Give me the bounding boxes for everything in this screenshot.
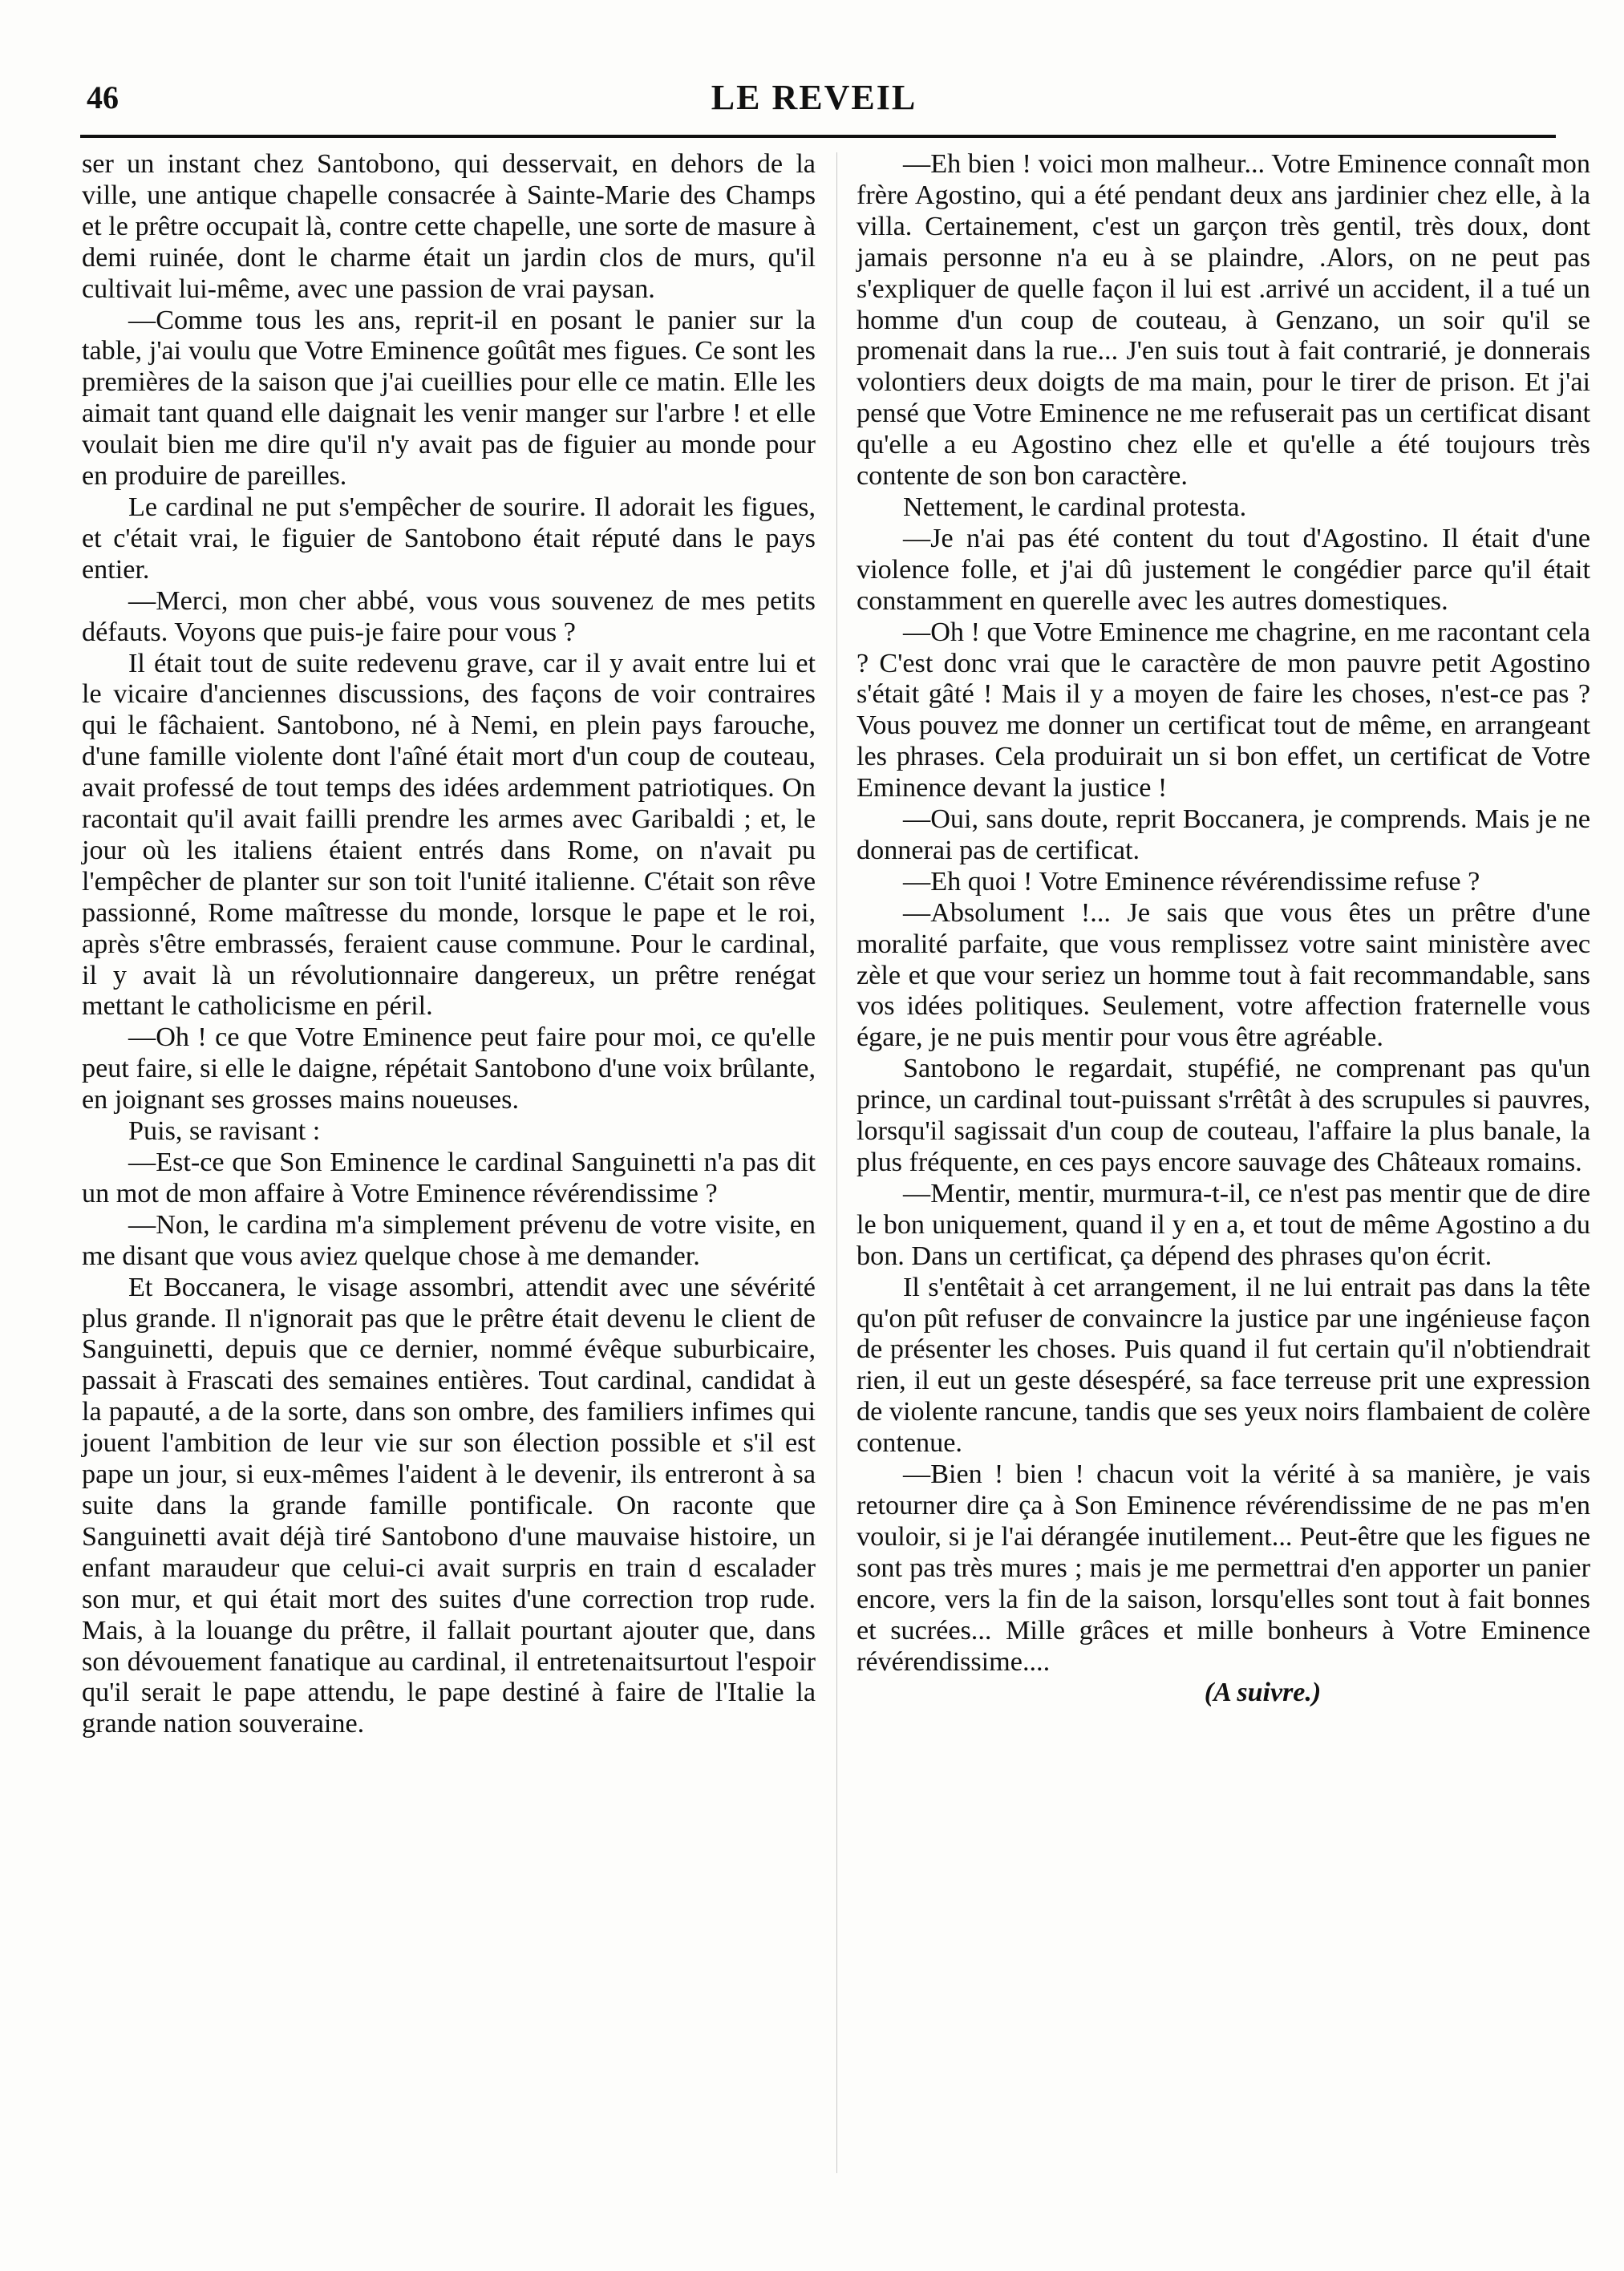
paragraph: —Merci, mon cher abbé, vous vous souvenez de mes petits défauts. Voyons que puis-je faire pour vous ? <box>82 585 816 647</box>
left-column <box>82 149 816 1740</box>
paragraph: —Mentir, mentir, murmura-t-il, ce n'est pas mentir que de dire le bon uniquement, quand il y en a, et tout de même Agostino a du bon. Dans un certificat, ça dépend des phrases qu'on écrit. <box>857 1178 1590 1271</box>
paragraph: —Je n'ai pas été content du tout d'Agostino. Il était d'une violence folle, et j'ai dû justement le congédier parce qu'il était constamment en querelle avec les autres domestiques. <box>857 523 1590 616</box>
journal-title: LE REVEIL <box>711 78 917 117</box>
right-column <box>857 149 1590 1709</box>
paragraph: —Eh bien ! voici mon malheur... Votre Eminence connaît mon frère Agostino, qui a été pendant deux ans jardinier chez elle, à la villa. Certainement, c'est un garçon très gentil, très doux, dont jamais personne n'a eu à se plaindre, .Alors, on ne peut pas s'expliquer de quelle façon il lui est .arrivé un accident, il a tué un homme d'un coup de couteau, à Genzano, un soir qu'il se promenait dans la rue... J'en suis tout à fait contrarié, je donnerais volontiers deux doigts de ma main, pour le tirer de prison. Et j'ai pensé que Votre Eminence ne me refuserait pas un certificat disant qu'elle a eu Agostino chez elle et qu'elle a été toujours très contente de son bon caractère. <box>857 149 1590 492</box>
column-divider <box>836 152 837 2173</box>
to-be-continued: (A suivre.) <box>1204 1678 1322 1708</box>
paragraph: —Est-ce que Son Eminence le cardinal Sanguinetti n'a pas dit un mot de mon affaire à Votre Eminence révérendissime ? <box>82 1148 816 1208</box>
header-rule <box>80 135 1556 138</box>
paragraph: —Eh quoi ! Votre Eminence révérendissime refuse ? <box>903 866 1480 897</box>
paragraph: Santobono le regardait, stupéfié, ne comprenant pas qu'un prince, un cardinal tout-puissant s'rrêtât à des scrupules si pauvres, lorsqu'il sagissait d'un coup de couteau, l'affaire la plus banale, la plus fréquente, en ces pays encore sauvage des Châteaux romains. <box>857 1054 1590 1177</box>
paragraph: Le cardinal ne put s'empêcher de sourire. Il adorait les figues, et c'était vrai, le figuier de Santobono était réputé dans le pays entier. <box>82 492 816 585</box>
page-number: 46 <box>87 79 119 115</box>
page-header <box>80 74 1548 122</box>
paragraph: Et Boccanera, le visage assombri, attendit avec une sévérité plus grande. Il n'ignorait pas que le prêtre était devenu le client de Sanguinetti, depuis que ce dernier, nommé évêque suburbicaire, passait à Frascati des semaines entières. Tout cardinal, candidat à la papauté, a de la sorte, dans son ombre, des familiers infimes qui jouent l'ambition de leur vie sur son élection possible et s'il est pape un jour, si eux-mêmes l'aident à le devenir, ils entreront à sa suite dans la grande famille pontificale. On raconte que Sanguinetti avait déjà tiré Santobono d'une mauvaise histoire, un enfant maraudeur que celui-ci avait surpris en train d escalader son mur, et qui était mort des suites d'une correction trop rude. Mais, à la louange du prêtre, il fallait pourtant ajouter que, dans son dévouement fanatique au cardinal, il entretenaitsurtout l'espoir qu'il serait le pape attendu, le pape destiné à faire de l'Italie la grande nation souveraine. <box>82 1272 816 1739</box>
paragraph: —Oh ! que Votre Eminence me chagrine, en me racontant cela ? C'est donc vrai que le caractère de mon pauvre petit Agostino s'était gâté ! Mais il y a moyen de faire les choses, n'est-ce pas ? Vous pouvez me donner un certificat tout de même, en arrangeant les phrases. Cela produirait un si bon effet, un certificat de Votre Eminence devant la justice ! <box>857 617 1590 804</box>
paragraph: —Bien ! bien ! chacun voit la vérité à sa manière, je vais retourner dire ça à Son Eminence révérendissime de ne pas m'en vouloir, si je l'ai dérangée inutilement... Peut-être que les figues ne sont pas très mures ; mais je me permettrai d'en apporter un panier encore, vers la fin de la saison, lorsqu'elles sont tout à fait bonnes et sucrées... Mille grâces et mille bonheurs à Votre Eminence révérendissime.... <box>857 1459 1590 1677</box>
paragraph: —Non, le cardina m'a simplement prévenu de votre visite, en me disant que vous aviez quelque chose à me demander. <box>82 1209 816 1271</box>
paragraph: Il était tout de suite redevenu grave, car il y avait entre lui et le vicaire d'anciennes discussions, des façons de voir contraires qui le fâchaient. Santobono, né à Nemi, en plein pays farouche, d'une famille violente dont l'aîné était mort d'un coup de couteau, avait professé de tout temps des idées ardemment patriotiques. On racontait qu'il avait failli prendre les armes avec Garibaldi ; et, le jour où les italiens étaient entrés dans Rome, on n'avait pu l'empêcher de planter sur son toit l'unité italienne. C'était son rêve passionné, Rome maîtresse du monde, lorsque le pape et le roi, après s'être embrassés, feraient cause commune. Pour le cardinal, il y avait là un révolutionnaire dangereux, un prêtre renégat mettant le catholicisme en péril. <box>82 648 816 1022</box>
paragraph: —Absolument !... Je sais que vous êtes un prêtre d'une moralité parfaite, que vous remplissez votre saint ministère avec zèle et que vour seriez un homme tout à fait recommandable, sans vos idées politiques. Seulement, votre affection fraternelle vous égare, je ne puis mentir pour vous être agréable. <box>857 897 1590 1053</box>
paragraph: —Comme tous les ans, reprit-il en posant le panier sur la table, j'ai voulu que Votre Eminence goûtât mes figues. Ce sont les premières de la saison que j'ai cueillies pour elle ce matin. Elle les aimait tant quand elle daignait les venir manger sur l'arbre ! et elle voulait bien me dire qu'il n'y avait pas de figuier au monde pour en produire de pareilles. <box>82 305 816 492</box>
paragraph: Il s'entêtait à cet arrangement, il ne lui entrait pas dans la tête qu'on pût refuser de convaincre la justice par une ingénieuse façon de présenter les choses. Puis quand il fut certain qu'il n'obtiendrait rien, il eut un geste désespéré, sa face terreuse prit une expression de violente rancune, tandis que ses yeux noirs flambaient de colère contenue. <box>857 1272 1590 1459</box>
paragraph: Puis, se ravisant : <box>128 1116 321 1147</box>
paragraph: Nettement, le cardinal protesta. <box>903 492 1247 522</box>
paragraph: ser un instant chez Santobono, qui desservait, en dehors de la ville, une antique chapelle consacrée à Sainte-Marie des Champs et le prêtre occupait là, contre cette chapelle, une sorte de masure à demi ruinée, dont le charme était un jardin clos de murs, qu'il cultivait lui-même, avec une passion de vrai paysan. <box>82 149 816 304</box>
paragraph: —Oh ! ce que Votre Eminence peut faire pour moi, ce qu'elle peut faire, si elle le daigne, répétait Santobono d'une voix brûlante, en joignant ses grosses mains noueuses. <box>82 1022 816 1115</box>
paragraph: —Oui, sans doute, reprit Boccanera, je comprends. Mais je ne donnerai pas de certificat. <box>857 804 1590 865</box>
